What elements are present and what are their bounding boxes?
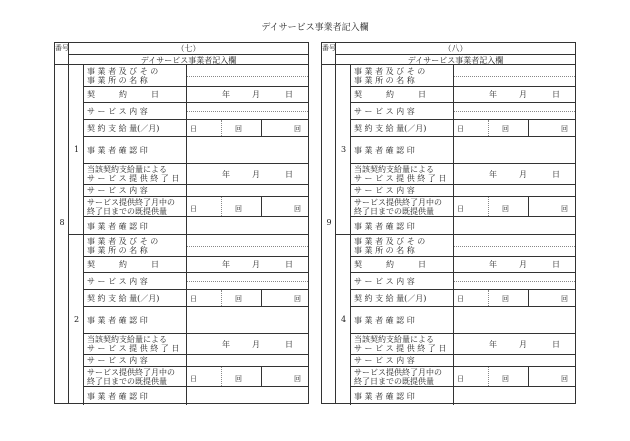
date-month-unit: 月 — [252, 339, 260, 349]
amount-cell[interactable] — [222, 197, 262, 216]
field-label-text: 契 約 日 — [354, 260, 426, 269]
field-label — [351, 387, 454, 405]
field-value[interactable] — [454, 334, 575, 354]
entry-number: 1 — [73, 145, 80, 154]
form-row — [84, 290, 308, 307]
date-year-unit: 年 — [489, 90, 497, 99]
amount-unit: 日 — [457, 205, 464, 213]
field-label-text: 契 約 日 — [87, 90, 159, 99]
form-row — [84, 334, 308, 355]
field-label-text: 事 業 者 確 認 印 — [87, 391, 148, 401]
form-row — [84, 65, 308, 87]
field-label-line: 終了日までの既提供量 — [354, 206, 434, 216]
field-label-text: サ ー ビ ス 内 容 — [354, 276, 415, 286]
form-row — [84, 387, 308, 405]
form-row — [351, 217, 575, 235]
amount-unit: 回 — [294, 375, 301, 383]
field-label — [84, 87, 187, 102]
entry-block — [69, 65, 308, 235]
field-label — [84, 290, 187, 306]
field-label-text: 契 約 支 給 量(／月) — [354, 123, 427, 133]
field-value[interactable] — [187, 217, 308, 235]
entry-number: 3 — [340, 145, 347, 154]
field-label — [84, 197, 187, 216]
field-label-text: サ ー ビ ス 内 容 — [87, 276, 148, 286]
field-value[interactable] — [187, 197, 308, 216]
form-sheet — [321, 42, 576, 404]
date-month-unit: 月 — [252, 260, 260, 269]
form-row — [351, 334, 575, 355]
field-value[interactable] — [454, 307, 575, 333]
date-day-unit: 日 — [552, 339, 560, 349]
date-year-unit: 年 — [222, 169, 230, 179]
field-label — [84, 65, 187, 86]
field-label-line: 事 業 者 及 び そ の — [354, 66, 426, 76]
form-row — [84, 235, 308, 257]
column-number: （八） — [443, 44, 468, 53]
date-day-unit: 日 — [285, 90, 293, 99]
amount-unit: 回 — [294, 295, 301, 303]
field-value[interactable] — [187, 367, 308, 386]
amount-unit: 回 — [235, 295, 242, 303]
field-label-text: 契 約 日 — [87, 260, 159, 269]
form-row — [84, 185, 308, 197]
entry-block — [336, 65, 575, 235]
field-label-text: サ ー ビ ス 内 容 — [354, 356, 415, 365]
amount-cell[interactable] — [222, 290, 262, 306]
amount-unit: 回 — [502, 205, 509, 213]
sheet-number: 9 — [326, 218, 332, 227]
form-row — [84, 217, 308, 235]
field-label-line: 事 業 者 及 び そ の — [87, 236, 159, 246]
field-label-line: 事 業 者 及 び そ の — [87, 66, 159, 76]
date-year-unit: 年 — [489, 169, 497, 179]
date-year-unit: 年 — [222, 260, 230, 269]
form-row — [351, 257, 575, 273]
amount-cell[interactable] — [489, 290, 529, 306]
field-label-line: 当該契約支給量による — [87, 165, 167, 174]
form-row — [84, 87, 308, 103]
amount-unit: 回 — [561, 375, 568, 383]
form-row — [84, 103, 308, 120]
date-day-unit: 日 — [552, 260, 560, 269]
field-label — [84, 387, 187, 405]
field-label — [351, 120, 454, 136]
date-month-unit: 月 — [252, 90, 260, 99]
field-label — [351, 185, 454, 196]
field-value[interactable] — [187, 103, 308, 119]
field-label — [351, 355, 454, 366]
date-day-unit: 日 — [285, 339, 293, 349]
field-label — [84, 257, 187, 272]
field-label — [351, 87, 454, 102]
field-label — [84, 334, 187, 354]
field-value[interactable] — [454, 185, 575, 196]
column-header — [69, 43, 308, 65]
amount-unit: 日 — [457, 375, 464, 383]
amount-unit: 回 — [561, 205, 568, 213]
field-value[interactable] — [454, 290, 575, 306]
field-value[interactable] — [454, 257, 575, 272]
field-label-line: サ ー ビ ス 提 供 終 了 日 — [354, 344, 447, 353]
field-value[interactable] — [187, 65, 308, 86]
form-row — [84, 367, 308, 387]
amount-unit: 回 — [502, 125, 509, 133]
entry-number: 4 — [340, 315, 347, 324]
entry-number-column — [336, 65, 351, 235]
amount-unit: 日 — [190, 295, 197, 303]
field-value[interactable] — [454, 164, 575, 184]
field-value[interactable] — [454, 387, 575, 405]
field-value[interactable] — [454, 87, 575, 102]
field-label — [351, 197, 454, 216]
form-row — [351, 355, 575, 367]
amount-unit: 回 — [235, 205, 242, 213]
field-label — [351, 164, 454, 184]
field-label — [351, 257, 454, 272]
form-row — [351, 164, 575, 185]
field-value[interactable] — [187, 185, 308, 196]
field-label-text: 契 約 支 給 量(／月) — [87, 123, 160, 133]
field-label — [351, 65, 454, 86]
amount-cell[interactable] — [489, 120, 529, 136]
entry-number-column — [336, 235, 351, 405]
index-column — [55, 43, 69, 403]
entry-block — [69, 235, 308, 405]
amount-unit: 回 — [502, 375, 509, 383]
amount-cell[interactable] — [489, 367, 529, 386]
date-day-unit: 日 — [285, 260, 293, 269]
form-row — [351, 103, 575, 120]
amount-cell[interactable] — [222, 367, 262, 386]
column-number: （七） — [176, 44, 201, 53]
field-value[interactable] — [454, 103, 575, 119]
entry-number: 2 — [73, 315, 80, 324]
form-row — [351, 367, 575, 387]
field-label — [84, 137, 187, 163]
index-header: 番号 — [322, 43, 336, 65]
field-value[interactable] — [187, 235, 308, 256]
field-label-line: サービス提供終了月中の — [354, 197, 442, 207]
field-label-line: 終了日までの既提供量 — [354, 376, 434, 386]
column-header — [336, 43, 575, 65]
amount-unit: 回 — [294, 125, 301, 133]
field-label-text: 契 約 日 — [354, 90, 426, 99]
field-value[interactable] — [187, 273, 308, 289]
date-day-unit: 日 — [552, 169, 560, 179]
field-label-line: 事 業 所 の 名 称 — [87, 75, 148, 85]
amount-unit: 回 — [561, 295, 568, 303]
field-label-text: 契 約 支 給 量(／月) — [87, 293, 160, 303]
field-label-line: サービス提供終了月中の — [87, 197, 175, 207]
amount-unit: 回 — [235, 375, 242, 383]
amount-cell[interactable] — [222, 120, 262, 136]
field-label — [351, 334, 454, 354]
column-title: デイサービス事業者記入欄 — [336, 54, 575, 65]
field-value[interactable] — [454, 367, 575, 386]
field-label-text: 事 業 者 確 認 印 — [354, 145, 415, 155]
field-label — [84, 235, 187, 256]
field-label — [84, 355, 187, 366]
amount-unit: 日 — [457, 125, 464, 133]
form-row — [351, 185, 575, 197]
field-value[interactable] — [187, 137, 308, 163]
field-label-line: 終了日までの既提供量 — [87, 206, 167, 216]
field-value[interactable] — [454, 120, 575, 136]
field-label — [84, 273, 187, 289]
date-month-unit: 月 — [519, 339, 527, 349]
field-value[interactable] — [187, 307, 308, 333]
page-title: デイサービス事業者記入欄 — [261, 23, 369, 33]
entry-block — [336, 235, 575, 405]
field-label-line: 事 業 所 の 名 称 — [87, 245, 148, 255]
field-label-text: サ ー ビ ス 内 容 — [354, 186, 415, 195]
field-value[interactable] — [454, 197, 575, 216]
index-header: 番号 — [55, 43, 69, 65]
field-label — [351, 103, 454, 119]
amount-unit: 回 — [235, 125, 242, 133]
field-label-line: 当該契約支給量による — [354, 165, 434, 174]
date-day-unit: 日 — [285, 169, 293, 179]
sheet-number: 8 — [59, 218, 65, 227]
field-label — [351, 273, 454, 289]
date-year-unit: 年 — [222, 339, 230, 349]
form-row — [84, 307, 308, 334]
amount-unit: 日 — [190, 125, 197, 133]
form-row — [351, 120, 575, 137]
field-label-line: サービス提供終了月中の — [354, 367, 442, 377]
field-label-line: サービス提供終了月中の — [87, 367, 175, 377]
field-label — [351, 217, 454, 235]
field-value[interactable] — [454, 273, 575, 289]
field-label-text: 事 業 者 確 認 印 — [354, 221, 415, 231]
form-row — [351, 137, 575, 164]
form-row — [84, 355, 308, 367]
form-row — [351, 307, 575, 334]
field-value[interactable] — [187, 120, 308, 136]
date-month-unit: 月 — [252, 169, 260, 179]
amount-unit: 日 — [190, 375, 197, 383]
field-value[interactable] — [187, 164, 308, 184]
form-row — [351, 387, 575, 405]
form-row — [84, 273, 308, 290]
entry-number-column — [69, 65, 84, 235]
field-label — [84, 367, 187, 386]
field-label — [351, 235, 454, 256]
field-label-line: サ ー ビ ス 提 供 終 了 日 — [354, 174, 447, 183]
form-row — [351, 197, 575, 217]
field-value[interactable] — [187, 87, 308, 102]
date-month-unit: 月 — [519, 260, 527, 269]
field-label — [84, 120, 187, 136]
field-label — [84, 217, 187, 235]
amount-unit: 日 — [190, 205, 197, 213]
field-label — [351, 307, 454, 333]
form-row — [84, 137, 308, 164]
form-row — [351, 235, 575, 257]
field-label-line: サ ー ビ ス 提 供 終 了 日 — [87, 174, 180, 183]
date-year-unit: 年 — [222, 90, 230, 99]
form-row — [84, 257, 308, 273]
field-value[interactable] — [454, 235, 575, 256]
date-month-unit: 月 — [519, 169, 527, 179]
field-label-text: 事 業 者 確 認 印 — [87, 221, 148, 231]
entry-number-column — [69, 235, 84, 405]
field-label — [84, 307, 187, 333]
field-label — [351, 290, 454, 306]
index-column — [322, 43, 336, 403]
date-year-unit: 年 — [489, 260, 497, 269]
field-label-text: 事 業 者 確 認 印 — [87, 315, 148, 325]
field-value[interactable] — [187, 355, 308, 366]
field-label-text: 契 約 支 給 量(／月) — [354, 293, 427, 303]
date-month-unit: 月 — [519, 90, 527, 99]
field-label-text: サ ー ビ ス 内 容 — [87, 356, 148, 365]
field-label — [351, 367, 454, 386]
form-row — [351, 87, 575, 103]
form-row — [84, 197, 308, 217]
field-label-line: 事 業 所 の 名 称 — [354, 75, 415, 85]
field-label-text: サ ー ビ ス 内 容 — [87, 106, 148, 116]
form-row — [351, 273, 575, 290]
form-row — [351, 65, 575, 87]
field-label — [351, 137, 454, 163]
field-label-text: 事 業 者 確 認 印 — [354, 391, 415, 401]
field-label-line: サ ー ビ ス 提 供 終 了 日 — [87, 344, 180, 353]
amount-unit: 回 — [502, 295, 509, 303]
field-label-text: サ ー ビ ス 内 容 — [354, 106, 415, 116]
amount-unit: 回 — [294, 205, 301, 213]
field-label — [84, 185, 187, 196]
field-label-line: 事 業 所 の 名 称 — [354, 245, 415, 255]
field-value[interactable] — [187, 334, 308, 354]
field-value[interactable] — [454, 217, 575, 235]
form-row — [351, 290, 575, 307]
field-label — [84, 164, 187, 184]
form-sheet — [54, 42, 309, 404]
form-row — [84, 120, 308, 137]
field-label — [84, 103, 187, 119]
field-label-line: 当該契約支給量による — [354, 335, 434, 344]
field-value[interactable] — [454, 65, 575, 86]
form-row — [84, 164, 308, 185]
amount-unit: 回 — [561, 125, 568, 133]
date-day-unit: 日 — [552, 90, 560, 99]
field-value[interactable] — [454, 137, 575, 163]
field-value[interactable] — [187, 257, 308, 272]
date-year-unit: 年 — [489, 339, 497, 349]
field-label-line: 事 業 者 及 び そ の — [354, 236, 426, 246]
field-value[interactable] — [187, 387, 308, 405]
field-value[interactable] — [187, 290, 308, 306]
field-label-line: 当該契約支給量による — [87, 335, 167, 344]
amount-cell[interactable] — [489, 197, 529, 216]
amount-unit: 日 — [457, 295, 464, 303]
column-title: デイサービス事業者記入欄 — [69, 54, 308, 65]
field-value[interactable] — [454, 355, 575, 366]
field-label-text: 事 業 者 確 認 印 — [87, 145, 148, 155]
field-label-text: 事 業 者 確 認 印 — [354, 315, 415, 325]
field-label-line: 終了日までの既提供量 — [87, 376, 167, 386]
field-label-text: サ ー ビ ス 内 容 — [87, 186, 148, 195]
